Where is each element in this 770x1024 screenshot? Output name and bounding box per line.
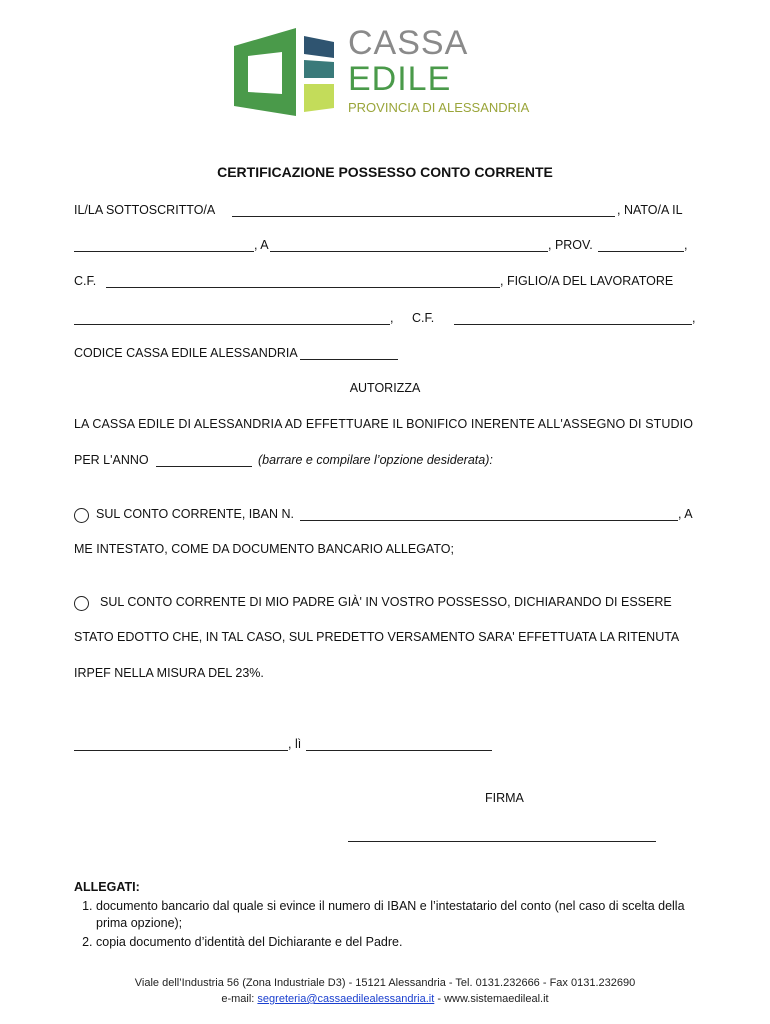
worker-child-label: , FIGLIO/A DEL LAVORATORE — [500, 274, 674, 288]
footer-contacts — [0, 993, 770, 1005]
year-hint: (barrare e compilare l’opzione desiderata): — [258, 453, 493, 467]
authorizes-heading: AUTORIZZA — [349, 381, 421, 395]
footer-email-prefix: e-mail: — [221, 993, 258, 1005]
born-on-label: , NATO/A IL — [617, 203, 683, 217]
row4-end-comma: , — [692, 311, 696, 325]
logo-text-edile: EDILE — [348, 60, 452, 98]
iban-field[interactable] — [300, 507, 678, 521]
signature-label: FIRMA — [485, 791, 524, 805]
attachments-heading: ALLEGATI: — [74, 880, 140, 894]
subscriber-label: IL/LA SOTTOSCRITTO/A — [74, 203, 216, 217]
code-field[interactable] — [300, 346, 398, 360]
year-field[interactable] — [156, 453, 252, 467]
iban-end-label: , A — [678, 507, 693, 521]
code-label: CODICE CASSA EDILE ALESSANDRIA — [74, 346, 298, 360]
place-date-label: , lì — [288, 737, 302, 751]
worker-fiscal-code-label: C.F. — [412, 311, 435, 325]
footer-email-link[interactable]: segreteria@cassaedilealessandria.it — [257, 993, 435, 1005]
footer-address: Viale dell’Industria 56 (Zona Industriale D3) - 15121 Alessandria - Tel. 0131.232666 - Fax 0131.232690 — [134, 977, 636, 989]
option-father-account-line1: SUL CONTO CORRENTE DI MIO PADRE GIÀ' IN VOSTRO POSSESSO, DICHIARANDO DI ESSERE — [100, 595, 672, 609]
date-field[interactable] — [306, 737, 492, 751]
birth-place-label: , A — [254, 238, 269, 252]
place-field[interactable] — [74, 737, 288, 751]
option-own-account-label: SUL CONTO CORRENTE, IBAN N. — [96, 507, 294, 521]
logo-text-provincia: PROVINCIA DI ALESSANDRIA — [348, 100, 530, 115]
province-label: , PROV. — [548, 238, 593, 252]
row4-comma: , — [390, 311, 394, 325]
fiscal-code-label: C.F. — [74, 274, 97, 288]
option-father-account-line2: STATO EDOTTO CHE, IN TAL CASO, SUL PREDETTO VERSAMENTO SARA' EFFETTUATA LA RITENUTA — [74, 630, 680, 644]
option-own-account-radio[interactable] — [74, 508, 89, 523]
attachments-list — [74, 896, 698, 953]
footer-website: - www.sistemaedileal.it — [434, 993, 549, 1005]
option-father-account-line3: IRPEF NELLA MISURA DEL 23%. — [74, 666, 264, 680]
subscriber-name-field[interactable] — [232, 203, 615, 217]
fiscal-code-field[interactable] — [106, 274, 500, 288]
transfer-statement: LA CASSA EDILE DI ALESSANDRIA AD EFFETTUARE IL BONIFICO INERENTE ALL'ASSEGNO DI STUDIO — [74, 417, 694, 431]
birth-place-field[interactable] — [270, 238, 548, 252]
attachment-item: 2. copia documento d’identità del Dichiarante e del Padre. — [96, 934, 698, 951]
province-field[interactable] — [598, 238, 684, 252]
row2-comma: , — [684, 238, 688, 252]
signature-field[interactable] — [348, 828, 656, 842]
document-title: CERTIFICAZIONE POSSESSO CONTO CORRENTE — [217, 164, 553, 180]
worker-name-field[interactable] — [74, 311, 390, 325]
logo-mark-icon — [234, 28, 334, 116]
birth-date-field[interactable] — [74, 238, 254, 252]
logo-text-cassa: CASSA — [348, 24, 469, 62]
attachment-item: 1. documento bancario dal quale si evince il numero di IBAN e l’intestatario del conto (nel caso di scelta della prima opzione); — [96, 898, 698, 932]
worker-fiscal-code-field[interactable] — [454, 311, 692, 325]
option-father-account-radio[interactable] — [74, 596, 89, 611]
logo — [234, 24, 544, 120]
option-own-account-line2: ME INTESTATO, COME DA DOCUMENTO BANCARIO ALLEGATO; — [74, 542, 454, 556]
year-label: PER L'ANNO — [74, 453, 149, 467]
